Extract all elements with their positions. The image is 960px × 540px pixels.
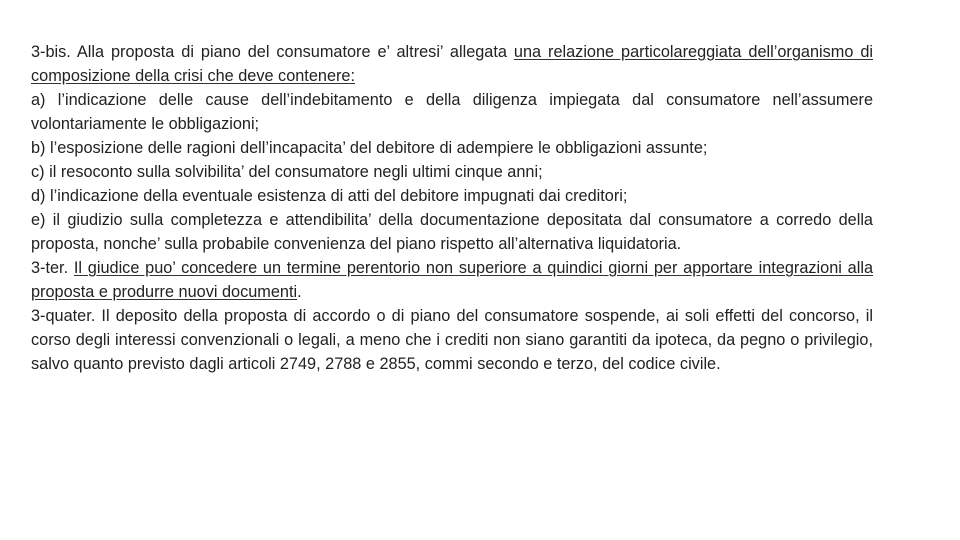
paragraph-3-bis [31,40,873,88]
paragraph-3-ter [31,256,873,304]
list-item-d: d) l’indicazione della eventuale esistenza di atti del debitore impugnati dai creditori; [31,187,628,205]
list-item-a: a) l’indicazione delle cause dell’indebitamento e della diligenza impiegata dal consumatore nell’assumere volontariamente le obbligazioni; [31,91,873,133]
list-item-c: c) il resoconto sulla solvibilita’ del consumatore negli ultimi cinque anni; [31,163,543,181]
paragraph-3-ter-underlined: Il giudice puo’ concedere un termine perentorio non superiore a quindici giorni per apportare integrazioni alla proposta e produrre nuovi documenti [31,259,873,301]
paragraph-3-ter-end: . [297,283,302,301]
paragraph-3-bis-intro: 3-bis. Alla proposta di piano del consumatore e’ altresi’ allegata [31,43,514,61]
paragraph-3-ter-label: 3-ter. [31,259,74,277]
paragraph-3-quater: 3-quater. Il deposito della proposta di accordo o di piano del consumatore sospende, ai soli effetti del concorso, il corso degli interessi convenzionali o legali, a meno che i crediti non siano garantiti da ipoteca, da pegno o privilegio, salvo quanto previsto dagli articoli 2749, 2788 e 2855, commi secondo e terzo, del codice civile. [31,307,873,373]
paragraph-3-bis-underlined: una relazione particolareggiata dell’organismo di composizione della crisi che deve contenere: [31,43,873,85]
document-body [31,40,873,376]
list-item-b: b) l’esposizione delle ragioni dell’incapacita’ del debitore di adempiere le obbligazioni assunte; [31,139,708,157]
list-item-e: e) il giudizio sulla completezza e attendibilita’ della documentazione depositata dal consumatore a corredo della proposta, nonche’ sulla probabile convenienza del piano rispetto all’alternativa liquidatoria. [31,211,873,253]
